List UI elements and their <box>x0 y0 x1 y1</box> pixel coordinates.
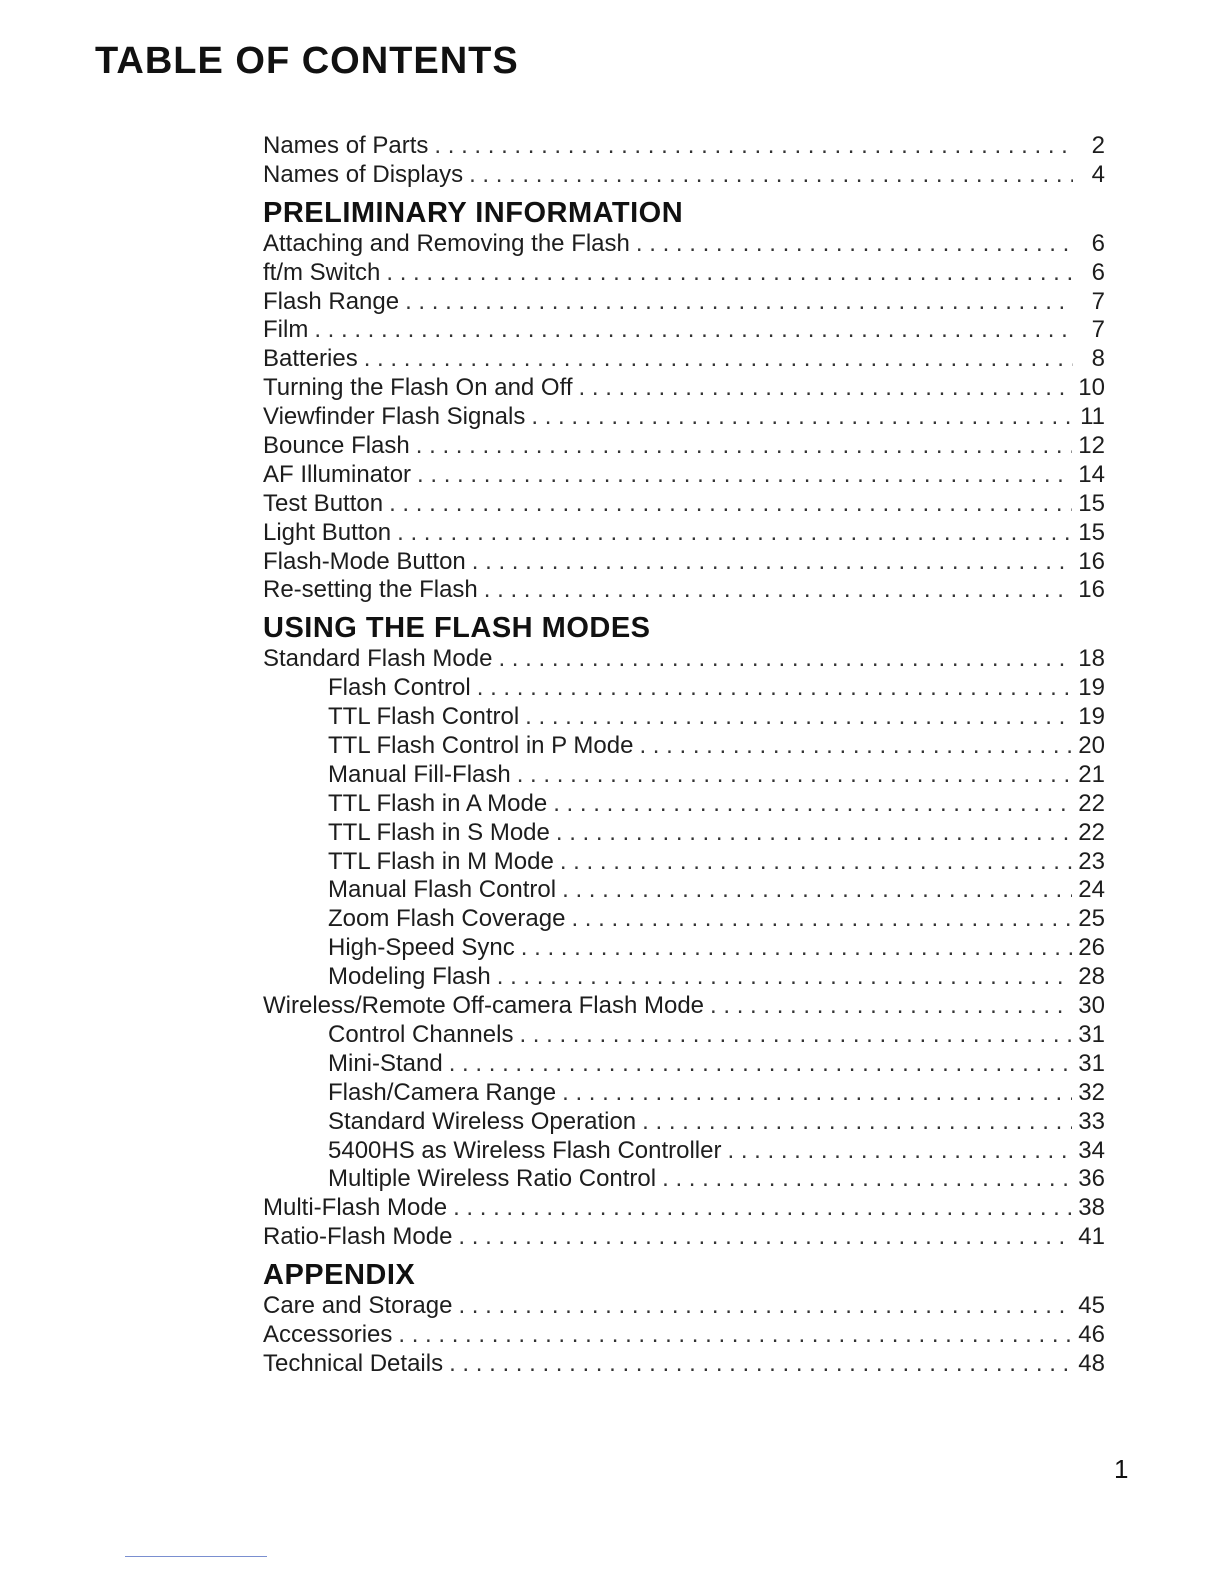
dot-leader <box>469 161 1073 190</box>
entry-title: Technical Details <box>263 1349 444 1377</box>
entry-title: Control Channels <box>328 1020 514 1048</box>
entry-title: Manual Flash Control <box>328 876 557 904</box>
entry-title: High-Speed Sync <box>328 934 515 962</box>
dot-leader <box>639 732 1072 761</box>
toc-entry[interactable] <box>263 432 1105 461</box>
entry-page-number: 16 <box>1078 576 1105 604</box>
page-title: TABLE OF CONTENTS <box>95 40 519 82</box>
dot-leader <box>562 1079 1072 1108</box>
toc-subentry[interactable] <box>263 703 1105 732</box>
dot-leader <box>389 490 1072 519</box>
dot-leader <box>560 848 1072 877</box>
toc-entry[interactable] <box>263 548 1105 577</box>
toc-section <box>263 1258 1105 1379</box>
toc-intro <box>263 132 1105 190</box>
entry-title: Standard Flash Mode <box>263 645 493 673</box>
entry-page-number: 45 <box>1078 1292 1105 1320</box>
entry-title: Re-setting the Flash <box>263 576 478 604</box>
entry-page-number: 15 <box>1078 518 1105 546</box>
dot-leader <box>727 1137 1072 1166</box>
toc-subentry[interactable] <box>263 1021 1105 1050</box>
entry-title: Mini-Stand <box>328 1049 443 1077</box>
section-heading: PRELIMINARY INFORMATION <box>263 196 684 229</box>
toc-section <box>263 611 1105 1252</box>
dot-leader <box>314 316 1073 345</box>
entry-page-number: 26 <box>1078 934 1105 962</box>
entry-title: Flash-Mode Button <box>263 547 466 575</box>
dot-leader <box>364 345 1073 374</box>
dot-leader <box>458 1292 1072 1321</box>
toc-subentry[interactable] <box>263 1108 1105 1137</box>
entry-page-number: 10 <box>1078 374 1105 402</box>
dot-leader <box>458 1223 1072 1252</box>
entry-page-number: 36 <box>1078 1165 1105 1193</box>
toc-subentry[interactable] <box>263 732 1105 761</box>
entry-title: ft/m Switch <box>263 258 381 286</box>
toc-entry[interactable] <box>263 490 1105 519</box>
entry-title: Names of Displays <box>263 160 464 188</box>
entry-title: Attaching and Removing the Flash <box>263 229 630 257</box>
toc-entry[interactable] <box>263 316 1105 345</box>
entry-page-number: 22 <box>1078 818 1105 846</box>
entry-title: Accessories <box>263 1320 393 1348</box>
entry-page-number: 41 <box>1078 1223 1105 1251</box>
entry-title: Multi-Flash Mode <box>263 1194 448 1222</box>
toc-entry[interactable] <box>263 259 1105 288</box>
entry-page-number: 22 <box>1078 789 1105 817</box>
toc-entry[interactable] <box>263 576 1105 605</box>
toc-subentry[interactable] <box>263 905 1105 934</box>
entry-page-number: 18 <box>1078 645 1105 673</box>
entry-page-number: 34 <box>1078 1136 1105 1164</box>
entry-page-number: 12 <box>1078 432 1105 460</box>
entry-page-number: 48 <box>1078 1349 1105 1377</box>
entry-title: Turning the Flash On and Off <box>263 374 573 402</box>
toc-subentry[interactable] <box>263 761 1105 790</box>
dot-leader <box>449 1350 1072 1379</box>
dot-leader <box>398 1321 1072 1350</box>
toc-entry[interactable] <box>263 230 1105 259</box>
dot-leader <box>519 1021 1072 1050</box>
dot-leader <box>571 905 1072 934</box>
toc-subentry[interactable] <box>263 934 1105 963</box>
dot-leader <box>525 703 1072 732</box>
entry-page-number: 20 <box>1078 732 1105 760</box>
toc-entry[interactable] <box>263 461 1105 490</box>
entry-title: TTL Flash in M Mode <box>328 847 554 875</box>
dot-leader <box>662 1165 1072 1194</box>
entry-page-number: 8 <box>1091 345 1105 373</box>
footer-rule <box>125 1556 267 1557</box>
section-heading: APPENDIX <box>263 1259 416 1292</box>
dot-leader <box>556 819 1072 848</box>
entry-title: Names of Parts <box>263 132 429 159</box>
entry-title: TTL Flash in A Mode <box>328 789 548 817</box>
toc-entry[interactable] <box>263 519 1105 548</box>
toc-entry[interactable] <box>263 345 1105 374</box>
dot-leader <box>417 461 1072 490</box>
dot-leader <box>386 259 1073 288</box>
dot-leader <box>397 519 1072 548</box>
dot-leader <box>531 403 1073 432</box>
entry-page-number: 31 <box>1078 1020 1105 1048</box>
toc-entry[interactable] <box>263 1292 1105 1321</box>
entry-page-number: 6 <box>1091 229 1105 257</box>
toc-entry[interactable] <box>263 132 1105 161</box>
toc-subentry[interactable] <box>263 1050 1105 1079</box>
entry-page-number: 7 <box>1091 287 1105 315</box>
toc-subentry[interactable] <box>263 819 1105 848</box>
entry-title: Flash Control <box>328 674 471 702</box>
entry-title: Modeling Flash <box>328 963 491 991</box>
toc-entry[interactable] <box>263 1194 1105 1223</box>
page-number: 1 <box>1114 1454 1129 1484</box>
dot-leader <box>521 934 1073 963</box>
section-heading: USING THE FLASH MODES <box>263 612 651 645</box>
dot-leader <box>484 576 1073 605</box>
entry-page-number: 2 <box>1091 132 1105 159</box>
entry-page-number: 24 <box>1078 876 1105 904</box>
entry-page-number: 32 <box>1078 1078 1105 1106</box>
entry-title: Batteries <box>263 345 358 373</box>
entry-page-number: 19 <box>1078 703 1105 731</box>
entry-title: Test Button <box>263 489 384 517</box>
entry-page-number: 4 <box>1091 160 1105 188</box>
entry-page-number: 6 <box>1091 258 1105 286</box>
toc-subentry[interactable] <box>263 963 1105 992</box>
entry-title: TTL Flash Control <box>328 703 520 731</box>
entry-title: Wireless/Remote Off-camera Flash Mode <box>263 992 705 1020</box>
entry-page-number: 19 <box>1078 674 1105 702</box>
toc-entry[interactable] <box>263 1223 1105 1252</box>
entry-page-number: 16 <box>1078 547 1105 575</box>
toc-subentry[interactable] <box>263 1079 1105 1108</box>
toc-subentry[interactable] <box>263 1137 1105 1166</box>
entry-title: Multiple Wireless Ratio Control <box>328 1165 657 1193</box>
entry-title: TTL Flash Control in P Mode <box>328 732 634 760</box>
dot-leader <box>498 645 1072 674</box>
dot-leader <box>477 674 1073 703</box>
entry-page-number: 25 <box>1078 905 1105 933</box>
entry-page-number: 23 <box>1078 847 1105 875</box>
entry-title: Standard Wireless Operation <box>328 1107 637 1135</box>
entry-title: Flash/Camera Range <box>328 1078 557 1106</box>
entry-page-number: 15 <box>1078 489 1105 517</box>
entry-page-number: 31 <box>1078 1049 1105 1077</box>
dot-leader <box>517 761 1073 790</box>
dot-leader <box>472 548 1073 577</box>
entry-title: Film <box>263 316 309 344</box>
entry-page-number: 28 <box>1078 963 1105 991</box>
dot-leader <box>553 790 1072 819</box>
entry-title: Zoom Flash Coverage <box>328 905 566 933</box>
entry-title: AF Illuminator <box>263 460 412 488</box>
entry-page-number: 7 <box>1091 316 1105 344</box>
toc-entry[interactable] <box>263 1350 1105 1379</box>
entry-page-number: 38 <box>1078 1194 1105 1222</box>
entry-page-number: 21 <box>1078 760 1105 788</box>
entry-title: Manual Fill-Flash <box>328 760 511 788</box>
entry-title: 5400HS as Wireless Flash Controller <box>328 1136 722 1164</box>
table-of-contents <box>263 132 1105 1379</box>
entry-title: Bounce Flash <box>263 432 410 460</box>
entry-page-number: 33 <box>1078 1107 1105 1135</box>
entry-page-number: 14 <box>1078 460 1105 488</box>
entry-title: Care and Storage <box>263 1292 453 1320</box>
toc-subentry[interactable] <box>263 790 1105 819</box>
dot-leader <box>497 963 1073 992</box>
entry-title: Light Button <box>263 518 392 546</box>
toc-section <box>263 196 1105 606</box>
dot-leader <box>636 230 1073 259</box>
toc-entry[interactable] <box>263 374 1105 403</box>
dot-leader <box>710 992 1072 1021</box>
toc-subentry[interactable] <box>263 674 1105 703</box>
dot-leader <box>579 374 1073 403</box>
entry-title: Ratio-Flash Mode <box>263 1223 453 1251</box>
toc-subentry[interactable] <box>263 1165 1105 1194</box>
dot-leader <box>562 876 1072 905</box>
dot-leader <box>642 1108 1072 1137</box>
dot-leader <box>449 1050 1073 1079</box>
dot-leader <box>453 1194 1072 1223</box>
entry-title: Flash Range <box>263 287 400 315</box>
toc-entry[interactable] <box>263 403 1105 432</box>
dot-leader <box>405 288 1073 317</box>
toc-entry[interactable] <box>263 992 1105 1021</box>
toc-subentry[interactable] <box>263 876 1105 905</box>
toc-subentry[interactable] <box>263 848 1105 877</box>
entry-page-number: 46 <box>1078 1320 1105 1348</box>
toc-entry[interactable] <box>263 161 1105 190</box>
entry-page-number: 11 <box>1080 403 1105 431</box>
entry-title: TTL Flash in S Mode <box>328 818 550 846</box>
toc-entry[interactable] <box>263 645 1105 674</box>
toc-entry[interactable] <box>263 288 1105 317</box>
entry-page-number: 30 <box>1078 992 1105 1020</box>
toc-entry[interactable] <box>263 1321 1105 1350</box>
dot-leader <box>416 432 1073 461</box>
entry-title: Viewfinder Flash Signals <box>263 403 526 431</box>
dot-leader <box>434 132 1073 161</box>
